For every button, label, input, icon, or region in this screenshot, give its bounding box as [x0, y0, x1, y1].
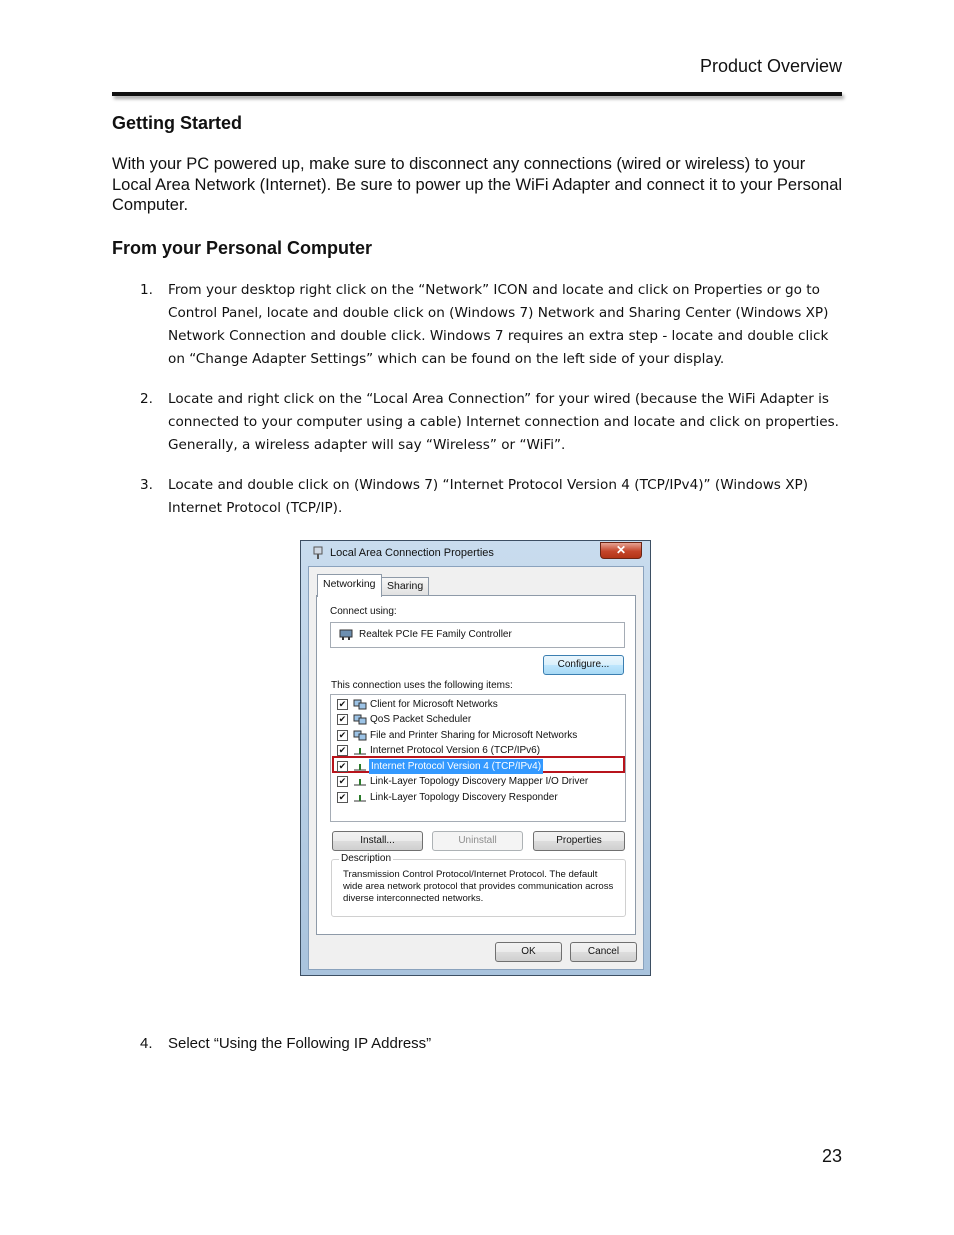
items-label: This connection uses the following items: — [331, 680, 513, 691]
step-number: 3. — [140, 477, 153, 493]
step-text: Locate and double click on (Windows 7) “Internet Protocol Version 4 (TCP/IPv4)” (Windows XP) Internet Protocol (TCP/IP). — [168, 477, 809, 516]
item-label: Client for Microsoft Networks — [370, 699, 498, 710]
protocol-icon — [353, 761, 367, 773]
protocol-icon — [353, 792, 367, 804]
step-number: 2. — [140, 391, 153, 407]
description-group — [331, 853, 626, 917]
networking-tab-panel — [316, 595, 636, 935]
step-number: 4. — [140, 1035, 153, 1052]
tab-networking[interactable]: Networking — [317, 574, 382, 597]
item-label: Internet Protocol Version 6 (TCP/IPv6) — [370, 745, 541, 756]
install-button[interactable]: Install... — [332, 831, 423, 851]
step-text: From your desktop right click on the “Network” ICON and locate and click on Properties or go to Control Panel, locate and double click on (Windows 7) Network and Sharing Center (Windows XP) Network Connection and double click. Windows 7 requires an extra step - locate and double click on “Change Adapter Settings” which can be found on the left side of your display. — [168, 282, 829, 367]
step-text: Locate and right click on the “Local Area Connection” for your wired (because the WiFi Adapter is connected to your computer using a cable) Internet connection and locate and click on properties. Generally, a wireless adapter will say “Wireless” or “WiFi”. — [168, 391, 839, 453]
computers-icon — [353, 730, 367, 742]
protocol-icon — [353, 745, 367, 757]
close-button[interactable]: ✕ — [600, 542, 642, 559]
connection-items-list — [330, 694, 626, 822]
dialog-title: Local Area Connection Properties — [330, 547, 494, 559]
intro-paragraph: With your PC powered up, make sure to disconnect any connections (wired or wireless) to your Local Area Network (Internet). Be sure to power up the WiFi Adapter and connect it to your Personal Computer. — [112, 155, 843, 214]
item-checkbox[interactable]: ✔ — [338, 730, 347, 740]
item-label: Link-Layer Topology Discovery Responder — [370, 792, 558, 803]
network-card-icon — [339, 628, 353, 641]
configure-button[interactable]: Configure... — [543, 655, 624, 675]
connect-using-label: Connect using: — [330, 606, 397, 617]
section-heading-from-pc: From your Personal Computer — [112, 238, 373, 258]
header-rule — [112, 92, 842, 96]
description-label: Description — [341, 853, 392, 864]
list-item-selected[interactable] — [337, 759, 623, 774]
local-area-connection-dialog — [300, 540, 651, 976]
ok-button[interactable]: OK — [495, 942, 562, 962]
item-checkbox[interactable]: ✔ — [338, 761, 347, 771]
description-text: Transmission Control Protocol/Internet Protocol. The default wide area network protocol that provides communication across diverse interconnected networks. — [343, 869, 614, 904]
dialog-client-area — [308, 566, 644, 970]
page-header-title: Product Overview — [699, 56, 842, 76]
page-number: 23 — [821, 1146, 842, 1166]
item-label: Internet Protocol Version 4 (TCP/IPv4) — [371, 761, 542, 772]
adapter-field — [330, 622, 625, 648]
item-checkbox[interactable]: ✔ — [338, 714, 347, 724]
tab-sharing[interactable]: Sharing — [381, 577, 429, 595]
item-checkbox[interactable]: ✔ — [338, 792, 347, 802]
step-number: 1. — [140, 282, 153, 298]
item-label: QoS Packet Scheduler — [370, 714, 472, 725]
adapter-name: Realtek PCIe FE Family Controller — [359, 629, 512, 640]
properties-button[interactable]: Properties — [533, 831, 625, 851]
item-checkbox[interactable]: ✔ — [338, 776, 347, 786]
computers-icon — [353, 699, 367, 711]
step-text: Select “Using the Following IP Address” — [168, 1035, 432, 1052]
item-checkbox[interactable]: ✔ — [338, 745, 347, 755]
section-heading-getting-started: Getting Started — [112, 113, 243, 133]
uninstall-button[interactable]: Uninstall — [432, 831, 523, 851]
network-adapter-icon — [312, 546, 324, 560]
list-item[interactable] — [337, 774, 623, 789]
item-label: Link-Layer Topology Discovery Mapper I/O Driver — [370, 776, 589, 787]
list-item[interactable] — [337, 790, 623, 805]
list-item[interactable] — [337, 712, 623, 727]
item-checkbox[interactable]: ✔ — [338, 699, 347, 709]
computers-icon — [353, 714, 367, 726]
protocol-icon — [353, 776, 367, 788]
list-item[interactable] — [337, 728, 623, 743]
cancel-button[interactable]: Cancel — [570, 942, 637, 962]
item-label: File and Printer Sharing for Microsoft Networks — [370, 730, 578, 741]
list-item[interactable] — [337, 697, 623, 712]
list-item[interactable] — [337, 743, 623, 758]
